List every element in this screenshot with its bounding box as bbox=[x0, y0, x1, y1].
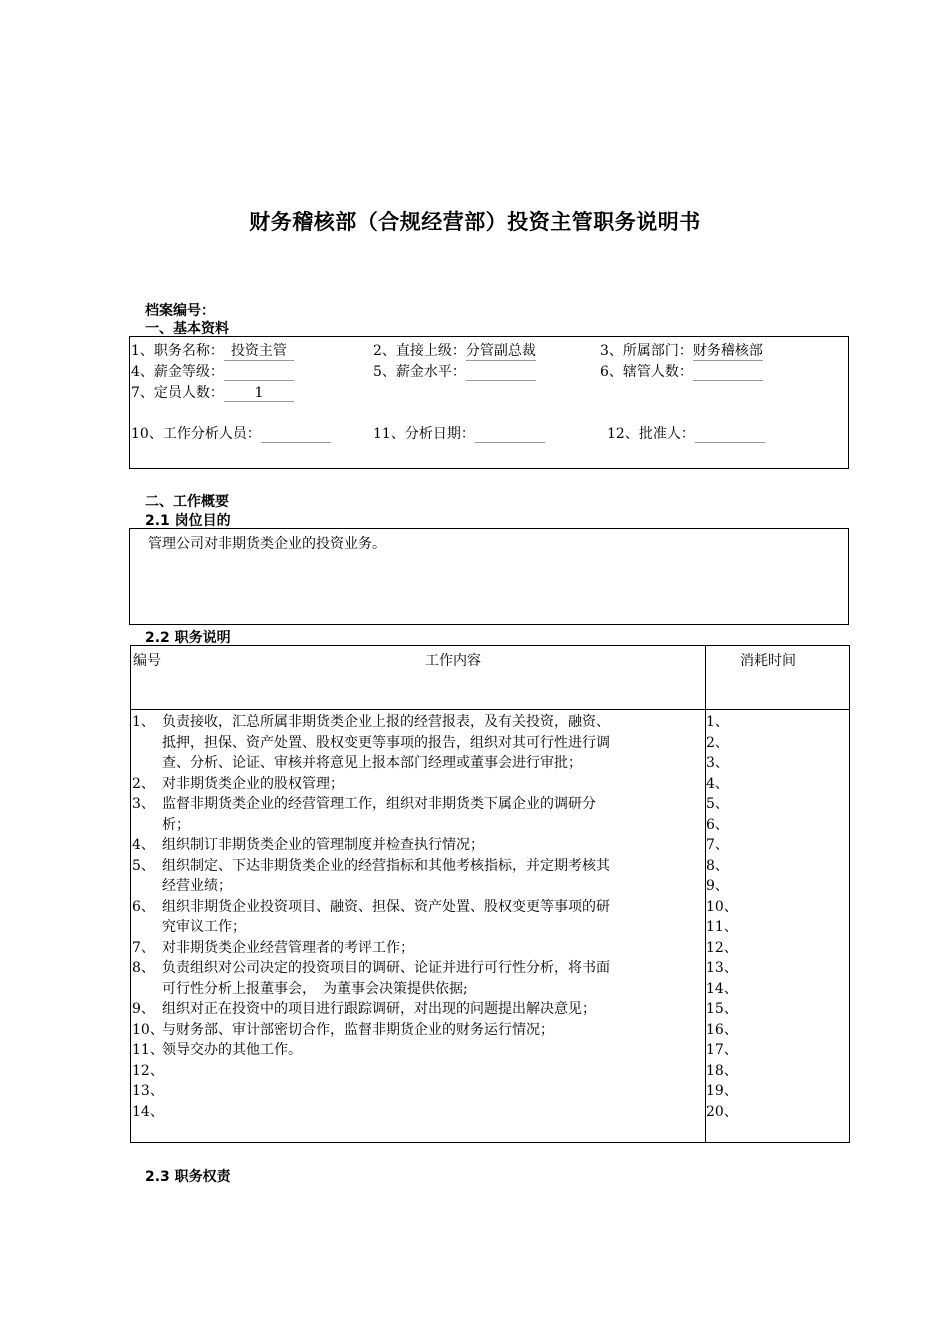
time-item: 12、 bbox=[706, 939, 738, 956]
field-direct-superior bbox=[373, 340, 536, 361]
time-item: 10、 bbox=[706, 898, 738, 915]
authority-heading: 2.3 职务权责 bbox=[145, 1169, 231, 1185]
duties-heading: 2.2 职务说明 bbox=[145, 630, 231, 646]
field-value bbox=[466, 364, 536, 381]
purpose-heading: 2.1 岗位目的 bbox=[145, 513, 231, 529]
duty-number: 14、 bbox=[132, 1103, 164, 1120]
time-item: 5、 bbox=[706, 796, 729, 812]
duty-number: 4、 bbox=[132, 837, 155, 853]
field-label: 6、辖管人数： bbox=[600, 364, 693, 380]
field-analysis-date bbox=[373, 423, 545, 443]
column-header-content: 工作内容 bbox=[425, 653, 481, 669]
duty-text-line: 负责组织对公司决定的投资项目的调研、论证并进行可行性分析，将书面 bbox=[162, 960, 610, 976]
field-label: 3、所属部门： bbox=[600, 343, 693, 359]
field-value: 分管副总裁 bbox=[466, 340, 536, 361]
duty-number: 1、 bbox=[132, 714, 155, 730]
field-label: 4、薪金等级： bbox=[131, 364, 224, 380]
purpose-text: 管理公司对非期货类企业的投资业务。 bbox=[148, 536, 386, 552]
field-value bbox=[693, 364, 763, 381]
time-item: 4、 bbox=[706, 775, 729, 792]
field-value: 财务稽核部 bbox=[693, 340, 763, 361]
duty-text-line: 与财务部、审计部密切合作，监督非期货企业的财务运行情况； bbox=[162, 1021, 554, 1038]
duty-text-line: 组织制订非期货类企业的管理制度并检查执行情况； bbox=[162, 837, 484, 853]
duty-text-line: 负责接收，汇总所属非期货类企业上报的经营报表，及有关投资，融资、 bbox=[162, 714, 610, 730]
field-subordinates bbox=[600, 361, 763, 381]
duty-number: 5、 bbox=[132, 857, 155, 874]
field-value: 1 bbox=[224, 385, 294, 402]
field-value bbox=[475, 426, 545, 443]
duty-number: 2、 bbox=[132, 775, 155, 792]
column-header-no: 编号 bbox=[133, 653, 161, 669]
field-label: 5、薪金水平： bbox=[373, 364, 466, 380]
time-item: 11、 bbox=[706, 919, 738, 935]
time-item: 9、 bbox=[706, 878, 729, 894]
duty-text-line: 查、分析、论证、审核并将意见上报本部门经理或董事会进行审批； bbox=[162, 755, 582, 771]
duty-text-line: 监督非期货类企业的经营管理工作，组织对非期货类下属企业的调研分 bbox=[162, 796, 596, 812]
time-item: 13、 bbox=[706, 960, 738, 976]
duty-number: 10、 bbox=[132, 1021, 164, 1038]
field-analyst bbox=[131, 423, 331, 443]
time-item: 1、 bbox=[706, 714, 729, 730]
duty-text-line: 组织非期货企业投资项目、融资、担保、资产处置、股权变更等事项的研 bbox=[162, 898, 610, 915]
time-item: 18、 bbox=[706, 1062, 738, 1079]
time-item: 7、 bbox=[706, 837, 729, 853]
field-salary-level bbox=[373, 361, 536, 381]
field-job-title bbox=[131, 340, 294, 361]
field-value bbox=[224, 364, 294, 381]
column-header-time: 消耗时间 bbox=[740, 653, 796, 669]
field-headcount bbox=[131, 382, 294, 402]
duty-number: 3、 bbox=[132, 796, 155, 812]
duty-text-line: 领导交办的其他工作。 bbox=[162, 1042, 302, 1058]
time-item: 20、 bbox=[706, 1103, 738, 1120]
field-label: 11、分析日期： bbox=[373, 426, 475, 442]
duty-text-line: 究审议工作； bbox=[162, 919, 246, 935]
duty-text-line: 可行性分析上报董事会， 为董事会决策提供依据; bbox=[162, 980, 468, 997]
field-approver bbox=[607, 423, 765, 443]
field-value bbox=[261, 426, 331, 443]
section2-heading: 二、工作概要 bbox=[145, 494, 229, 510]
time-item: 17、 bbox=[706, 1042, 738, 1058]
duty-text-line: 经营业绩； bbox=[162, 878, 232, 894]
duty-number: 12、 bbox=[132, 1062, 164, 1079]
duty-text-line: 对非期货类企业的股权管理； bbox=[162, 775, 344, 792]
duty-number: 13、 bbox=[132, 1083, 164, 1099]
section1-heading: 一、基本资料 bbox=[145, 321, 229, 337]
time-item: 2、 bbox=[706, 734, 729, 751]
field-salary-grade bbox=[131, 361, 294, 381]
field-label: 7、定员人数： bbox=[131, 385, 224, 401]
duty-text-line: 抵押，担保、资产处置、股权变更等事项的报告，组织对其可行性进行调 bbox=[162, 734, 610, 751]
page-title: 财务稽核部（合规经营部）投资主管职务说明书 bbox=[249, 210, 701, 234]
duty-text-line: 析； bbox=[162, 816, 190, 833]
field-label: 10、工作分析人员： bbox=[131, 426, 261, 442]
header-divider bbox=[130, 709, 850, 710]
duty-number: 9、 bbox=[132, 1001, 155, 1017]
time-item: 8、 bbox=[706, 857, 729, 874]
time-item: 16、 bbox=[706, 1021, 738, 1038]
archive-no-label: 档案编号： bbox=[145, 303, 215, 319]
field-department bbox=[600, 340, 763, 361]
duty-text-line: 对非期货类企业经营管理者的考评工作； bbox=[162, 939, 414, 956]
time-item: 19、 bbox=[706, 1083, 738, 1099]
duty-text-line: 组织对正在投资中的项目进行跟踪调研，对出现的问题提出解决意见； bbox=[162, 1001, 596, 1017]
duty-number: 7、 bbox=[132, 939, 155, 956]
field-label: 1、职务名称： bbox=[131, 343, 224, 359]
time-item: 15、 bbox=[706, 1001, 738, 1017]
duty-text-line: 组织制定、下达非期货类企业的经营指标和其他考核指标，并定期考核其 bbox=[162, 857, 610, 874]
time-item: 6、 bbox=[706, 816, 729, 833]
field-label: 12、批准人： bbox=[607, 426, 695, 442]
duty-number: 8、 bbox=[132, 960, 155, 976]
duty-number: 11、 bbox=[132, 1042, 164, 1058]
field-label: 2、直接上级： bbox=[373, 343, 466, 359]
time-item: 3、 bbox=[706, 755, 729, 771]
field-value bbox=[695, 426, 765, 443]
duty-number: 6、 bbox=[132, 898, 155, 915]
time-item: 14、 bbox=[706, 980, 738, 997]
field-value: 投资主管 bbox=[224, 340, 294, 361]
